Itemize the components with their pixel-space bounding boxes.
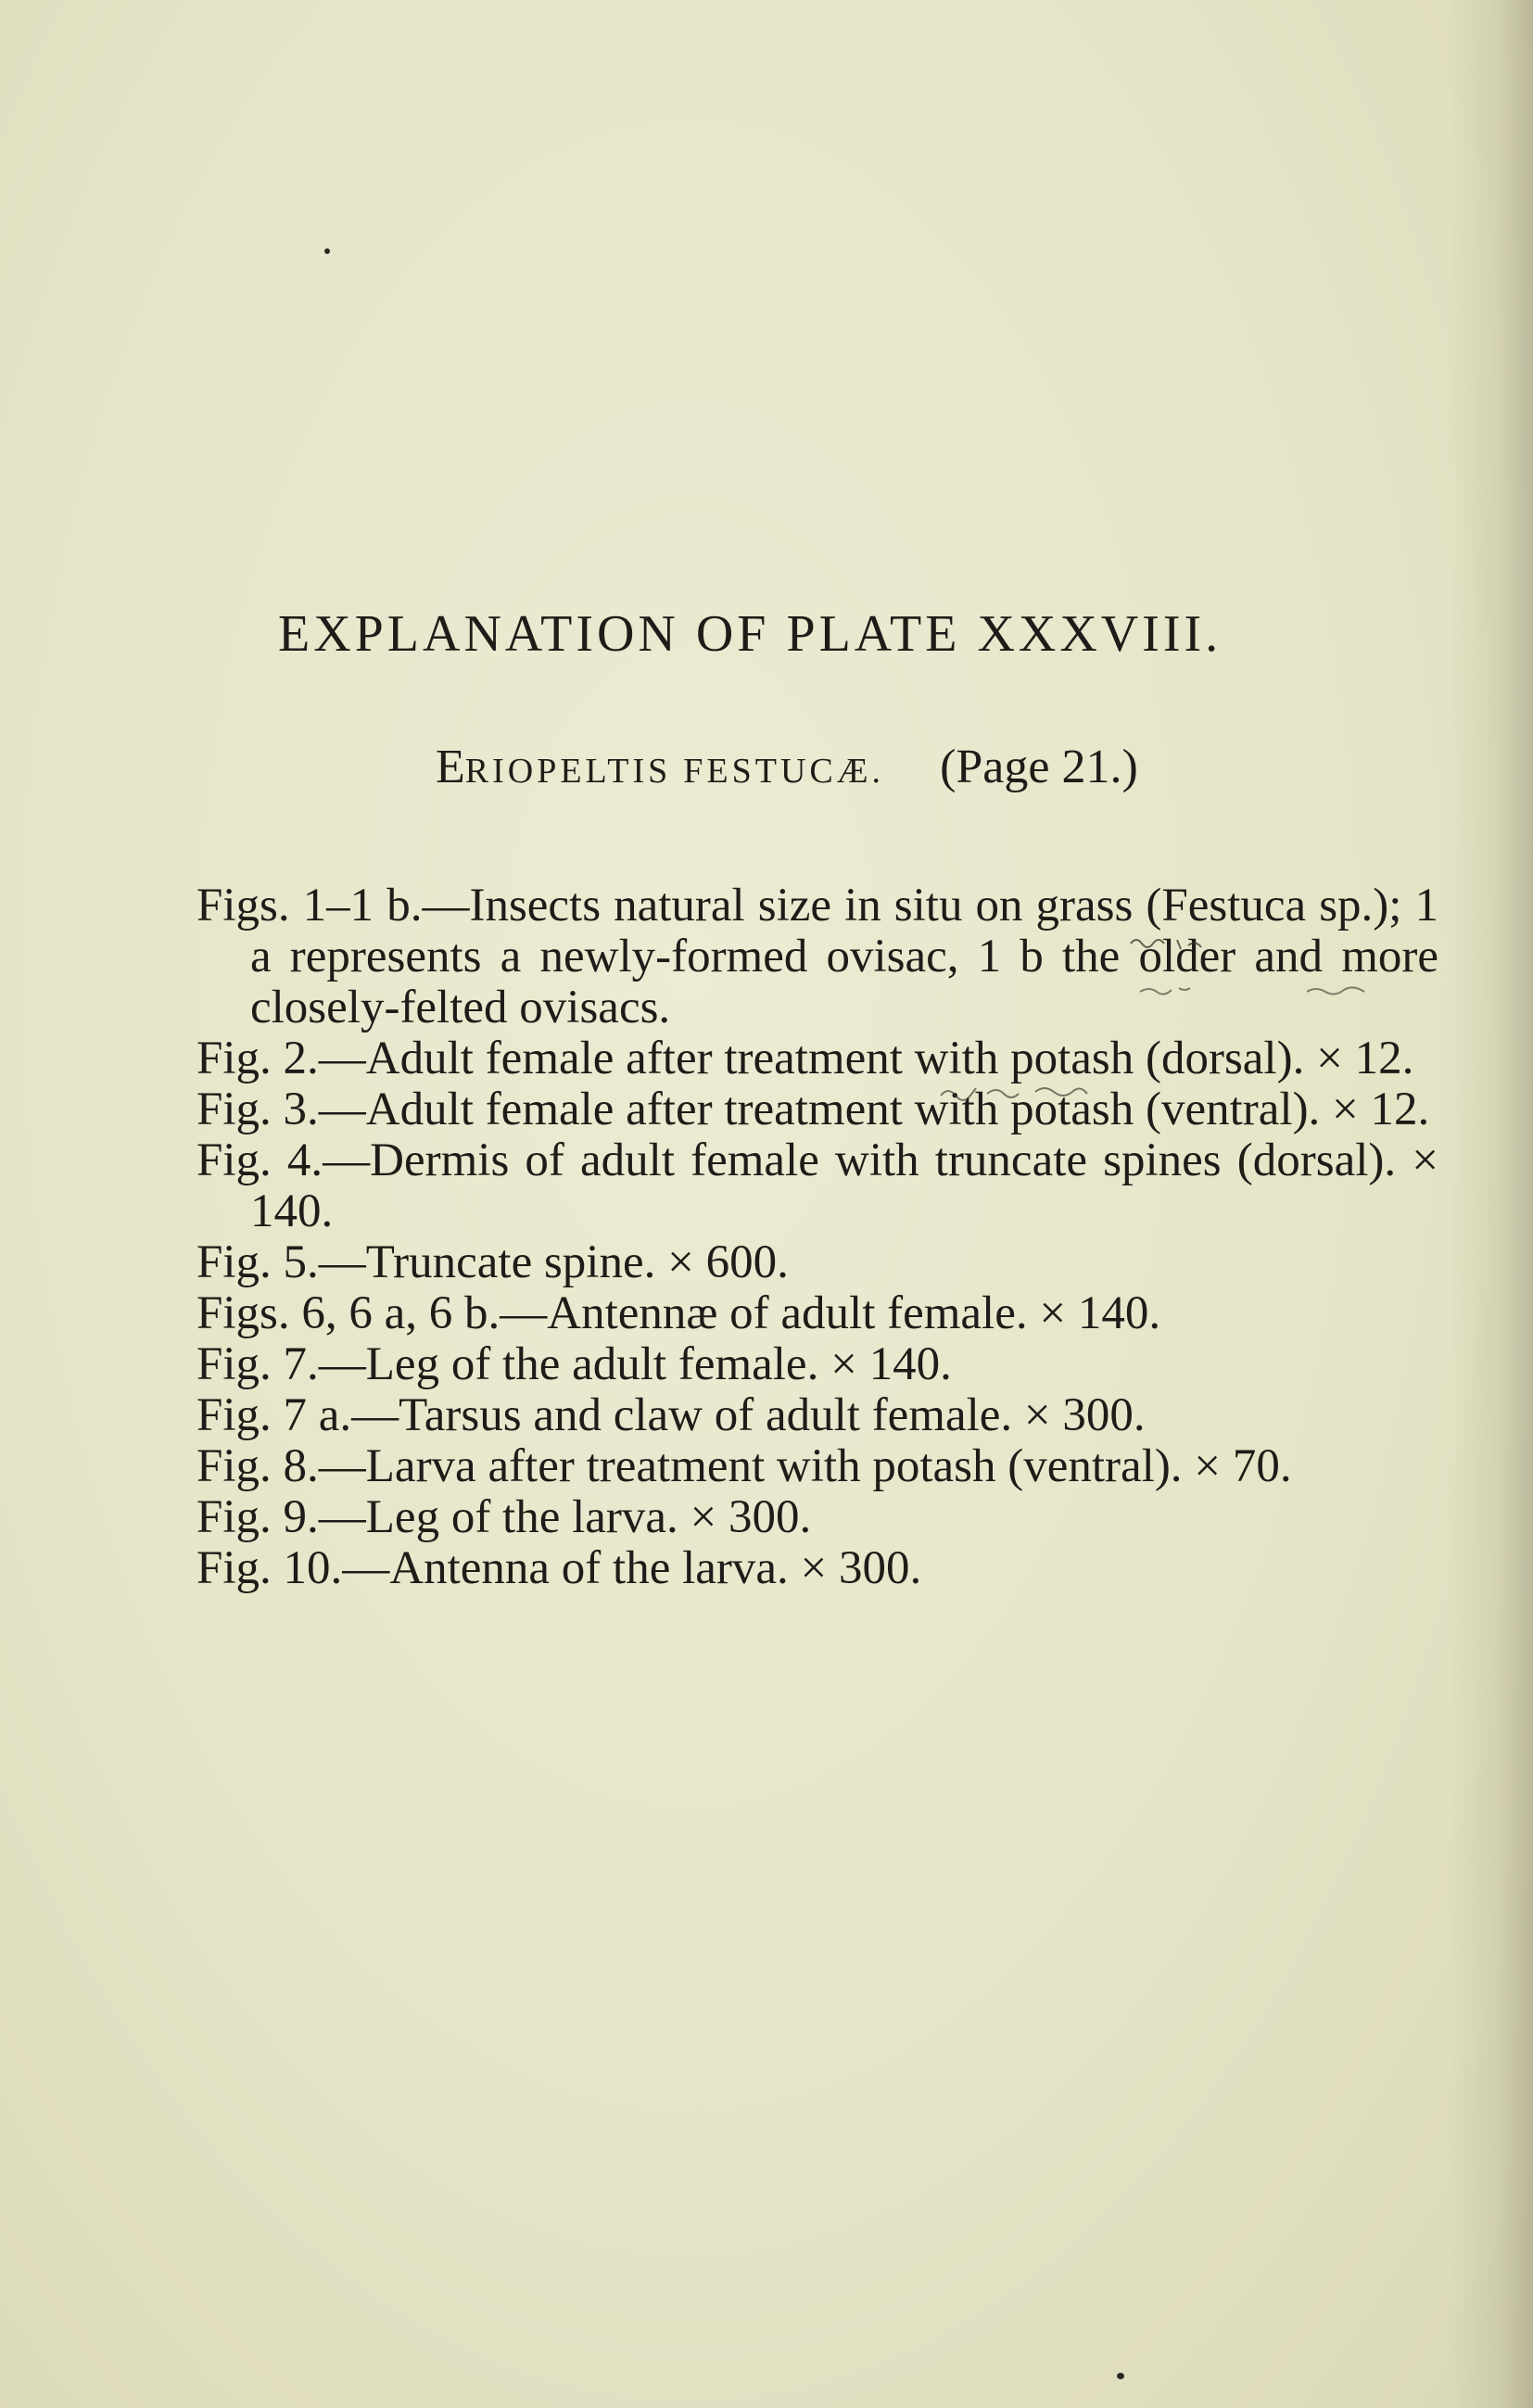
ink-speck [324, 248, 330, 254]
figure-entry: Fig. 3.—Adult female after treatment with potash (ventral). × 12. [196, 1084, 1430, 1135]
species-epithet: FESTUCÆ. [683, 752, 885, 791]
species-genus: RIOPELTIS [464, 752, 672, 791]
figure-entry: Fig. 7 a.—Tarsus and claw of adult female. × 300. [196, 1389, 1146, 1441]
figure-entry: Fig. 5.—Truncate spine. × 600. [196, 1236, 789, 1288]
handwritten-annotation [1121, 927, 1474, 1047]
plate-title: EXPLANATION OF PLATE XXXVIII. [278, 605, 1223, 663]
ink-speck [1117, 2373, 1124, 2379]
figure-entry: Figs. 1–1 b.—Insects natural size in situ on grass (Festuca sp.); 1 a represents a newly-formed ovisac, 1 b the older and more closely-felted ovisacs. [196, 880, 1438, 1033]
figure-entry: Fig. 10.—Antenna of the larva. × 300. [196, 1542, 922, 1594]
figure-entry: Figs. 6, 6 a, 6 b.—Antennæ of adult female. × 140. [196, 1287, 1161, 1339]
figure-entry: Fig. 2.—Adult female after treatment with potash (dorsal). × 12. [196, 1033, 1414, 1084]
species-name-initial: E [436, 741, 465, 793]
figure-entry: Fig. 7.—Leg of the adult female. × 140. [196, 1338, 952, 1390]
species-heading [436, 740, 1270, 794]
figure-entry: Fig. 8.—Larva after treatment with potash (ventral). × 70. [196, 1440, 1292, 1492]
figure-entry: Fig. 9.—Leg of the larva. × 300. [196, 1491, 812, 1543]
page-reference: (Page 21.) [940, 741, 1138, 793]
page-edge-shadow [1450, 0, 1533, 2408]
handwritten-annotation [931, 1073, 1135, 1110]
figure-entry: Fig. 4.—Dermis of adult female with truncate spines (dorsal). × 140. [196, 1134, 1438, 1237]
